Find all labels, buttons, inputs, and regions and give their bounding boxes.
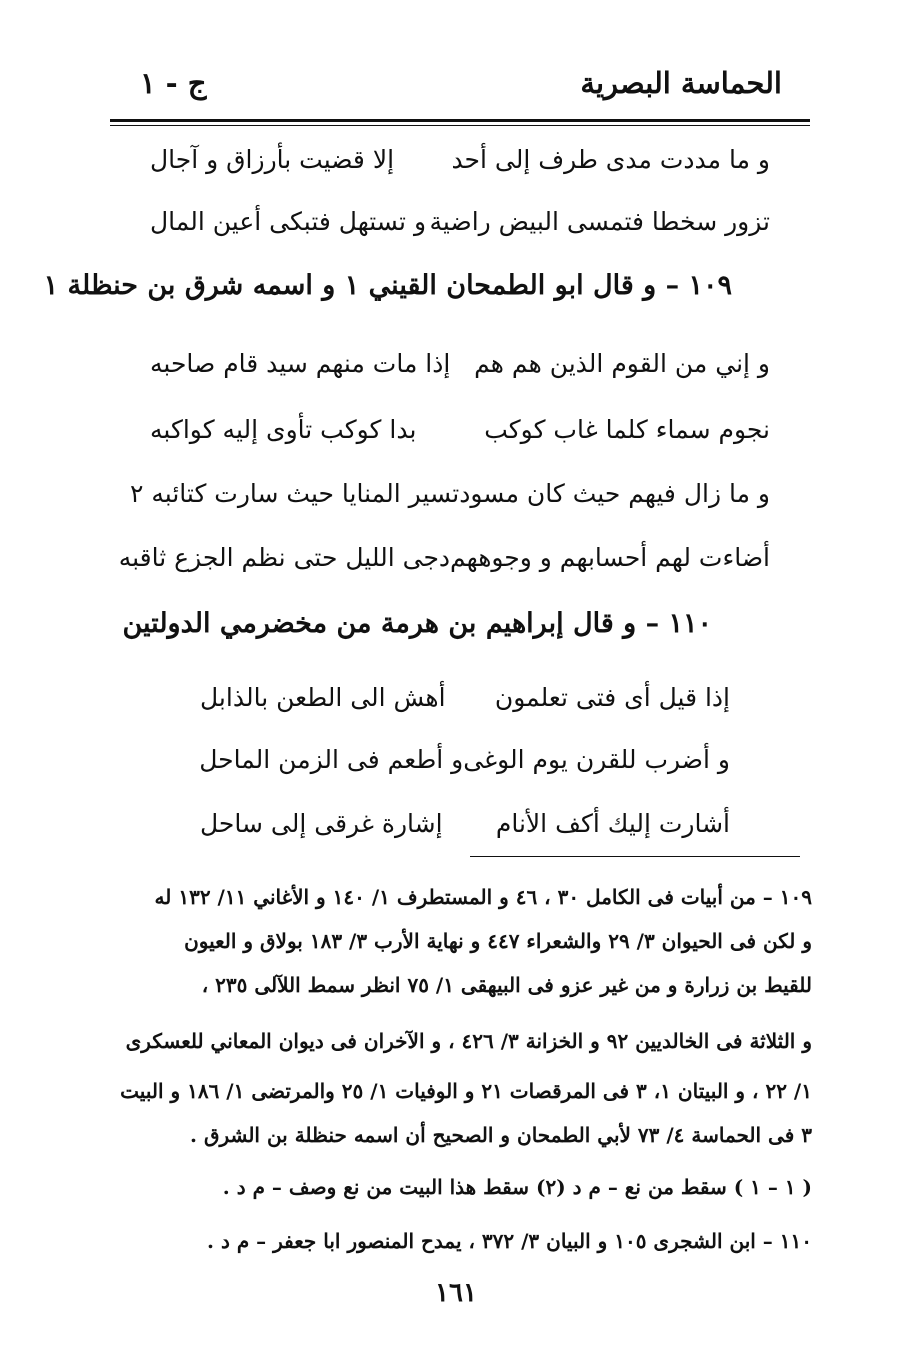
section-110-heading: ١١٠ – و قال إبراهيم بن هرمة من مخضرمي الدولتين bbox=[122, 608, 712, 639]
verse-first-hemistich: و ما زال فيهم حيث كان مسود bbox=[459, 478, 770, 508]
header-part-number: ج - ١ bbox=[140, 66, 207, 100]
footnote-line: و الثلاثة فى الخالديين ٩٢ و الخزانة ٣/ ٤٢٦ ، و الآخران فى ديوان المعاني للعسكرى bbox=[125, 1029, 812, 1053]
page-number: ١٦١ bbox=[435, 1278, 477, 1308]
verse-line bbox=[200, 672, 730, 722]
verse-second-hemistich: إشارة غرقى إلى ساحل bbox=[200, 808, 443, 838]
verse-second-hemistich: دجى الليل حتى نظم الجزع ثاقبه bbox=[118, 542, 451, 572]
verse-first-hemistich: و أضرب للقرن يوم الوغى bbox=[463, 744, 730, 774]
verse-line bbox=[200, 734, 730, 784]
verse-first-hemistich: أضاءت لهم أحسابهم و وجوههم bbox=[450, 542, 770, 572]
verse-second-hemistich: و أطعم فى الزمن الماحل bbox=[199, 744, 464, 774]
footnote-line: و لكن فى الحيوان ٣/ ٢٩ والشعراء ٤٤٧ و نهاية الأرب ٣/ ١٨٣ بولاق و العيون bbox=[184, 929, 812, 953]
footnote-line: ١١٠ – ابن الشجرى ١٠٥ و البيان ٣/ ٣٧٢ ، يمدح المنصور ابا جعفر – م د . bbox=[207, 1229, 812, 1253]
verse-first-hemistich: و ما مددت مدى طرف إلى أحد bbox=[451, 144, 770, 174]
verse-second-hemistich: تسير المنايا حيث سارت كتائبه ٢ bbox=[130, 478, 460, 508]
verse-line bbox=[118, 532, 770, 582]
verse-line bbox=[200, 798, 730, 848]
verse-second-hemistich: إلا قضيت بأرزاق و آجال bbox=[150, 144, 395, 174]
verse-line bbox=[150, 338, 770, 388]
footnote-line: ١٠٩ – من أبيات فى الكامل ٣٠ ، ٤٦ و المستطرف ١/ ١٤٠ و الأغاني ١١/ ١٣٢ له bbox=[154, 885, 812, 909]
verse-line bbox=[150, 196, 770, 246]
verse-first-hemistich: نجوم سماء كلما غاب كوكب bbox=[484, 414, 770, 444]
verse-line bbox=[150, 404, 770, 454]
section-109-heading: ١٠٩ – و قال ابو الطمحان القيني ١ و اسمه شرق بن حنظلة ١ bbox=[43, 270, 732, 301]
footnote-line: ( ١ – ١ ) سقط من نع – م د (٢) سقط هذا البيت من نع وصف – م د . bbox=[222, 1175, 812, 1199]
verse-line bbox=[130, 468, 770, 518]
verse-first-hemistich: تزور سخطا فتمسى البيض راضية bbox=[429, 206, 770, 236]
header-book-title: الحماسة البصرية bbox=[580, 66, 782, 100]
verse-first-hemistich: و إني من القوم الذين هم هم bbox=[474, 348, 770, 378]
header-rule-thick bbox=[110, 119, 810, 122]
verse-second-hemistich: إذا مات منهم سيد قام صاحبه bbox=[150, 348, 451, 378]
footnote-separator bbox=[470, 856, 800, 857]
footnote-line: ١/ ٢٢ ، و البيتان ١، ٣ فى المرقصات ٢١ و الوفيات ١/ ٢٥ والمرتضى ١/ ١٨٦ و البيت bbox=[120, 1079, 812, 1103]
footnote-line: ٣ فى الحماسة ٤/ ٧٣ لأبي الطمحان و الصحيح أن اسمه حنظلة بن الشرق . bbox=[190, 1123, 812, 1147]
verse-second-hemistich: بدا كوكب تأوى إليه كواكبه bbox=[150, 414, 417, 444]
header-rule-thin bbox=[110, 125, 810, 126]
verse-first-hemistich: إذا قيل أى فتى تعلمون bbox=[494, 682, 730, 712]
verse-second-hemistich: أهش الى الطعن بالذابل bbox=[200, 682, 446, 712]
verse-line bbox=[150, 134, 770, 184]
footnote-line: للقيط بن زرارة و من غير عزو فى البيهقى ١/ ٧٥ انظر سمط اللآلى ٢٣٥ ، bbox=[201, 973, 812, 997]
verse-second-hemistich: و تستهل فتبكى أعين المال bbox=[150, 206, 427, 236]
verse-first-hemistich: أشارت إليك أكف الأنام bbox=[495, 808, 730, 838]
